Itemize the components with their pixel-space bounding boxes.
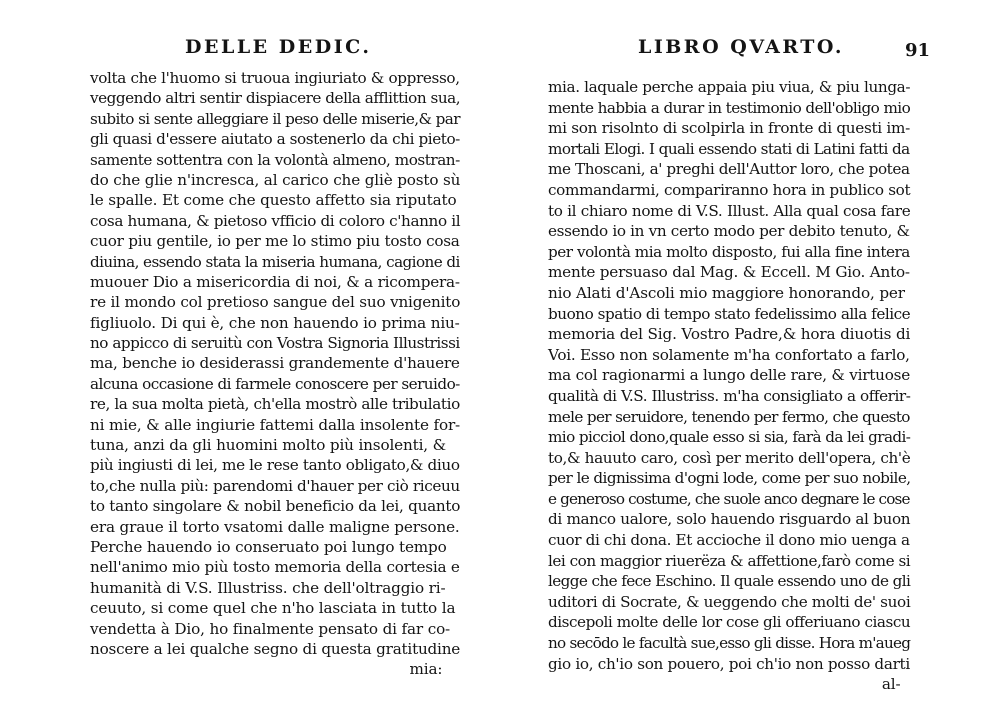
- text-line: lei con maggior riuerëza & affettione,farò come si: [548, 551, 911, 570]
- text-line: mi son risolnto di scolpirla in fronte di questi im-: [548, 119, 910, 138]
- text-line: to tanto singolare & nobil beneficio da lei, quanto: [90, 497, 461, 516]
- text-line: uditori di Socrate, & ueggendo che molti de' suoi: [548, 592, 911, 611]
- text-line: essendo io in vn certo modo per debito tenuto, &: [548, 222, 910, 241]
- text-line: figliuolo. Di qui è, che non hauendo io prima niu-: [90, 313, 460, 332]
- text-line: per le dignissima d'ogni lode, come per suo nobile,: [548, 469, 911, 488]
- text-line: buono spatio di tempo stato fedelissimo alla felice: [548, 304, 911, 323]
- text-line: ceuuto, si come quel che n'ho lasciata in tutto la: [90, 599, 456, 618]
- text-line: to,& hauuto caro, così per merito dell'opera, ch'è: [548, 448, 911, 467]
- text-line: mente persuaso dal Mag. & Eccell. M Gio. Anto-: [548, 263, 910, 282]
- text-line: do che glie n'incresca, al carico che gliè posto sù: [90, 170, 461, 189]
- text-line: ma col ragionarmi a lungo delle rare, & virtuose: [548, 366, 910, 385]
- text-line: ni mie, & alle ingiurie fattemi dalla insolente for-: [90, 415, 461, 434]
- text-line: vendetta à Dio, ho finalmente pensato di far co-: [90, 619, 451, 638]
- text-line: mele per seruidore, tenendo per fermo, che questo: [548, 407, 910, 426]
- text-line: gio io, ch'io son pouero, poi ch'io non posso darti: [548, 654, 910, 673]
- text-line: re il mondo col pretioso sangue del suo vnigenito: [90, 293, 461, 312]
- text-line: era graue il torto vsatomi dalle maligne persone.: [90, 517, 460, 536]
- text-line: le spalle. Et come che questo affetto sia riputato: [90, 191, 457, 210]
- text-line: to,che nulla più: parendomi d'hauer per ciò riceuu: [90, 476, 460, 495]
- text-line: nell'animo mio più tosto memoria della cortesia e: [90, 558, 460, 577]
- text-line: mio picciol dono,quale esso si sia, farà da lei gradi-: [548, 428, 911, 447]
- text-line: Perche hauendo io conseruato poi lungo tempo: [90, 537, 447, 556]
- right-page-text: [548, 77, 910, 695]
- text-line: mia. laquale perche appaia piu viua, & piu lunga-: [548, 78, 911, 96]
- text-line: ma, benche io desiderassi grandemente d'hauere: [90, 354, 460, 373]
- text-line: alcuna occasione di farmele conoscere per seruido-: [90, 374, 460, 393]
- page-number: 91: [905, 40, 931, 61]
- text-line: memoria del Sig. Vostro Padre,& hora diuotis di: [548, 325, 911, 344]
- text-line: no appicco di seruitù con Vostra Signoria Illustrissi: [90, 334, 460, 353]
- text-line: nio Alati d'Ascoli mio maggiore honorando, per: [548, 283, 905, 302]
- text-line: muouer Dio a misericordia di noi, & a ricompera-: [90, 272, 460, 291]
- text-line: per volontà mia molto disposto, fui alla fine intera: [548, 242, 910, 261]
- text-line: subito si sente alleggiare il peso delle miserie,& par: [90, 109, 460, 128]
- text-line: cuor di chi dona. Et accioche il dono mio uenga a: [548, 531, 910, 550]
- text-line: legge che fece Eschino. Il quale essendo uno de gli: [548, 572, 911, 591]
- text-line: re, la sua molta pietà, ch'ella mostrò alle tribulatio: [90, 395, 460, 414]
- text-line: cosa humana, & pietoso vfficio di coloro c'hanno il: [90, 211, 461, 230]
- text-line: tuna, anzi da gli huomini molto più insolenti, &: [90, 436, 447, 455]
- text-line: mortali Elogi. I quali essendo stati di Latini fatti da: [548, 139, 910, 158]
- text-line: qualità di V.S. Illustriss. m'ha consigliato a offerir-: [548, 386, 911, 405]
- text-line: e generoso costume, che suole anco degnare le cose: [548, 489, 910, 508]
- text-line: mente habbia a durar in testimonio dell'obligo mio: [548, 98, 911, 117]
- text-line: veggendo altri sentir dispiacere della afflittion sua,: [90, 89, 461, 108]
- text-line: gli quasi d'essere aiutato a sostenerlo da chi pieto-: [90, 130, 460, 149]
- text-line: volta che l'huomo si truoua ingiuriato & oppresso,: [90, 69, 460, 87]
- text-line: di manco ualore, solo hauendo risguardo al buon: [548, 510, 911, 529]
- left-page-text: [90, 68, 460, 680]
- text-line: più ingiusti di lei, me le rese tanto obligato,& diuo: [90, 456, 460, 475]
- text-line: diuina, essendo stata la miseria humana, cagione di: [90, 252, 460, 271]
- text-line: samente sottentra con la volontà almeno, mostran-: [90, 150, 460, 169]
- text-line: noscere a lei qualche segno di questa gratitudine: [90, 639, 461, 658]
- text-line: cuor piu gentile, io per me lo stimo piu tosto cosa: [90, 232, 460, 251]
- right-running-head: LIBRO QVARTO.: [638, 36, 844, 58]
- text-line: humanità di V.S. Illustriss. che dell'oltraggio ri-: [90, 578, 446, 597]
- text-line: commandarmi, compariranno hora in publico sot: [548, 180, 911, 199]
- text-line: discepoli molte delle lor cose gli offeriuano ciascu: [548, 613, 911, 632]
- left-running-head: DELLE DEDIC.: [185, 36, 372, 58]
- text-line: to il chiaro nome di V.S. Illust. Alla qual cosa fare: [548, 201, 911, 220]
- left-catchword: mia:: [409, 660, 443, 679]
- text-line: me Thoscani, a' preghi dell'Auttor loro, che potea: [548, 160, 910, 179]
- text-line: no secōdo le facultà sue,esso gli disse. Hora m'aueg: [548, 634, 911, 653]
- text-line: Voi. Esso non solamente m'ha confortato a farlo,: [548, 345, 910, 364]
- right-catchword: al-: [881, 675, 901, 694]
